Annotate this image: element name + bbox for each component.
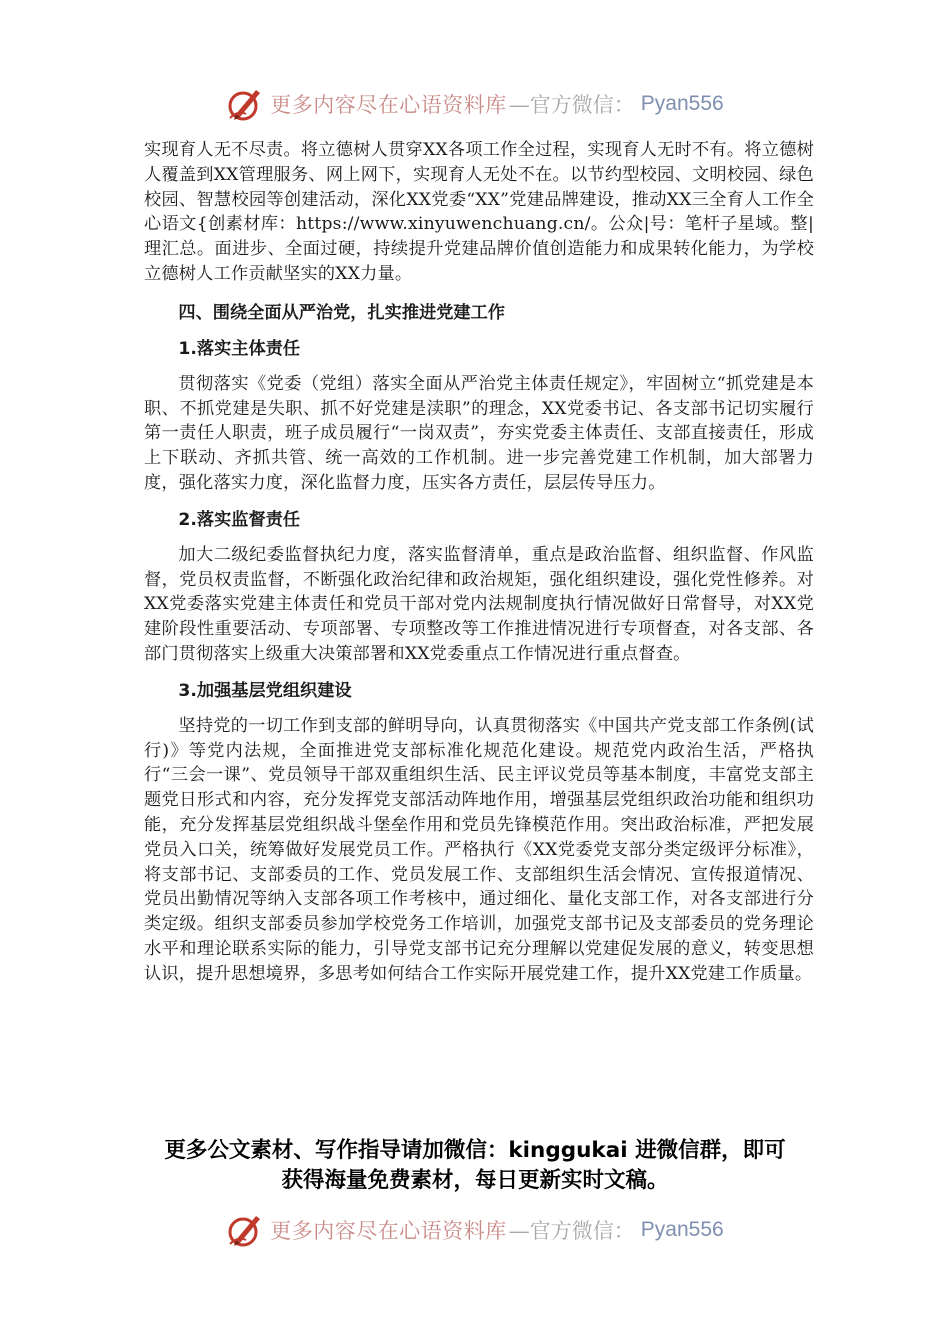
document-body [144,138,814,987]
subsection-1-title: 1.落实主体责任 [178,338,301,359]
pen-logo-icon [226,1210,266,1250]
pen-logo-icon [226,84,266,124]
header-banner [0,82,950,126]
footer-banner [0,1208,950,1252]
header-banner-text: 更多内容尽在心语资料库 [270,93,507,117]
section-four-title: 四、围绕全面从严治党，扎实推进党建工作 [178,302,505,323]
promo-notice [120,1136,830,1196]
promo-line-1: 更多公文素材、写作指导请加微信：kinggukai 进微信群，即可 [164,1138,786,1163]
header-banner-wechat-label: —官方微信： [508,93,635,117]
footer-banner-wechat-label: —官方微信： [508,1219,635,1243]
promo-line-2: 获得海量免费素材，每日更新实时文稿。 [281,1168,669,1193]
subsection-3-title: 3.加强基层党组织建设 [178,680,352,701]
intro-paragraph: 实现育人无不尽责。将立德树人贯穿XX各项工作全过程，实现育人无时不有。将立德树人覆盖到XX管理服务、网上网下，实现育人无处不在。以节约型校园、文明校园、绿色校园、智慧校园等创建活动，深化XX党委“XX”党建品牌建设，推动XX三全育人工作全心语文{创素材库：https://www.xinyuwenchuang.cn/。公众|号：笔杆子星域。整|理汇总。面进步、全面过硬，持续提升党建品牌价值创造能力和成果转化能力，为学校立德树人工作贡献坚实的XX力量。 [144,140,814,284]
header-banner-wechat-id: Pyan556 [640,92,724,115]
subsection-2-title: 2.落实监督责任 [178,509,301,530]
subsection-1-text: 贯彻落实《党委（党组）落实全面从严治党主体责任规定》，牢固树立“抓党建是本职、不抓党建是失职、抓不好党建是渎职”的理念，XX党委书记、各支部书记切实履行第一责任人职责，班子成员履行“一岗双责”，夯实党委主体责任、支部直接责任，形成上下联动、齐抓共管、统一高效的工作机制。进一步完善党建工作机制，加大部署力度，强化落实力度，深化监督力度，压实各方责任，层层传导压力。 [144,373,814,493]
subsection-3-text: 坚持党的一切工作到支部的鲜明导向，认真贯彻落实《中国共产党支部工作条例(试行)》等党内法规，全面推进党支部标准化规范化建设。规范党内政治生活，严格执行“三会一课”、党员领导干部双重组织生活、民主评议党员等基本制度，丰富党支部主题党日形式和内容，充分发挥党支部活动阵地作用，增强基层党组织政治功能和组织功能，充分发挥基层党组织战斗堡垒作用和党员先锋模范作用。突出政治标准，严把发展党员入口关，统筹做好发展党员工作。严格执行《XX党委党支部分类定级评分标准》，将支部书记、支部委员的工作、党员发展工作、支部组织生活会情况、宣传报道情况、党员出勤情况等纳入支部各项工作考核中，通过细化、量化支部工作，对各支部进行分类定级。组织支部委员参加学校党务工作培训，加强党支部书记及支部委员的党务理论水平和理论联系实际的能力，引导党支部书记充分理解以党建促发展的意义，转变思想认识，提升思想境界，多思考如何结合工作实际开展党建工作，提升XX党建工作质量。 [144,715,814,984]
footer-banner-wechat-id: Pyan556 [640,1218,724,1241]
subsection-2-text: 加大二级纪委监督执纪力度，落实监督清单，重点是政治监督、组织监督、作风监督，党员权责监督，不断强化政治纪律和政治规矩，强化组织建设，强化党性修养。对XX党委落实党建主体责任和党员干部对党内法规制度执行情况做好日常督导，对XX党建阶段性重要活动、专项部署、专项整改等工作推进情况进行专项督查，对各支部、各部门贯彻落实上级重大决策部署和XX党委重点工作情况进行重点督查。 [144,544,814,664]
footer-banner-text: 更多内容尽在心语资料库 [270,1219,507,1243]
